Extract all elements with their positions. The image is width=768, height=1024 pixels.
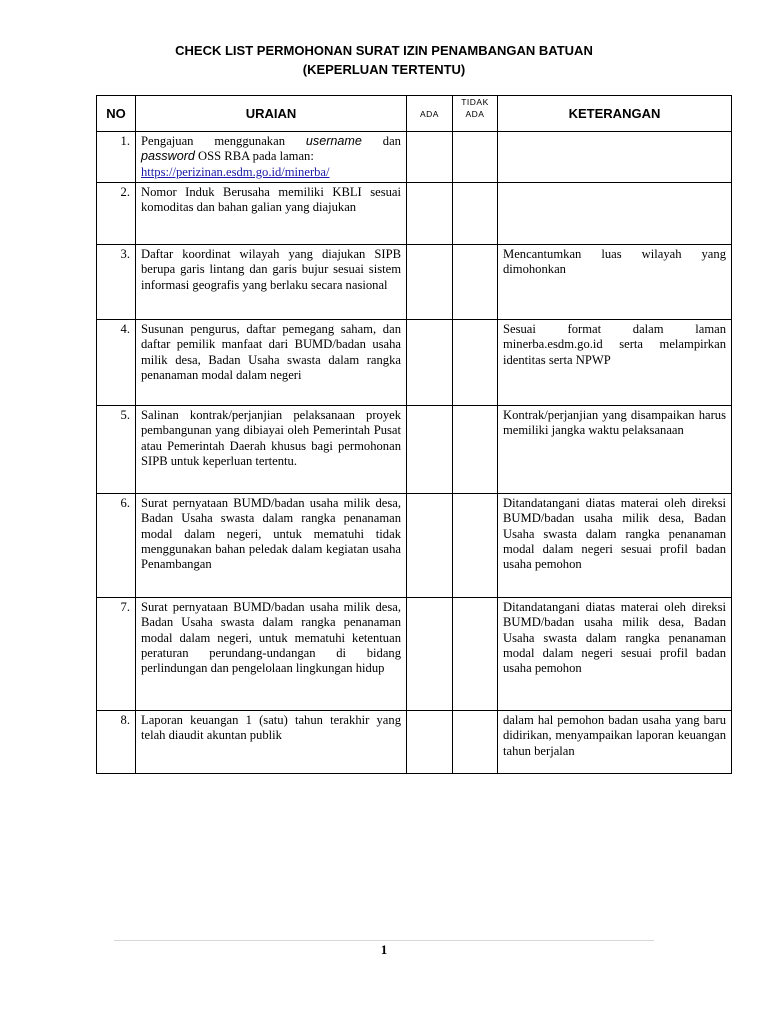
uraian-username: username — [305, 134, 362, 148]
table-row — [97, 320, 732, 406]
header-row — [97, 96, 732, 132]
uraian-text: OSS RBA pada laman: — [194, 149, 314, 164]
row-uraian — [136, 132, 407, 183]
row-uraian: Susunan pengurus, daftar pemegang saham, dan daftar pemilik manfaat dari BUMD/badan usaha milik desa, Badan Usaha swasta dalam rangka penanaman modal dalam negeri — [136, 320, 407, 406]
row-uraian: Surat pernyataan BUMD/badan usaha milik desa, Badan Usaha swasta dalam rangka penanaman modal dalam negeri, untuk mematuhi tidak menggunakan bahan peledak dalam kegiatan usaha Penambangan — [136, 494, 407, 598]
header-uraian: URAIAN — [136, 96, 407, 132]
tidak-ada-checkbox-cell[interactable] — [453, 598, 498, 711]
ada-checkbox-cell[interactable] — [407, 711, 453, 774]
row-uraian: Laporan keuangan 1 (satu) tahun terakhir yang telah diaudit akuntan publik — [136, 711, 407, 774]
ada-checkbox-cell[interactable] — [407, 132, 453, 183]
row-uraian: Daftar koordinat wilayah yang diajukan SIPB berupa garis lintang dan garis bujur sesuai sistem informasi geografis yang berlaku secara nasional — [136, 245, 407, 320]
row-number: 5. — [97, 406, 136, 494]
tidak-ada-checkbox-cell[interactable] — [453, 183, 498, 245]
row-keterangan: Sesuai format dalam laman minerba.esdm.go.id serta melampirkan identitas serta NPWP — [498, 320, 732, 406]
uraian-password: password — [141, 149, 195, 164]
uraian-text: dan — [361, 134, 401, 148]
ada-checkbox-cell[interactable] — [407, 494, 453, 598]
tidak-ada-checkbox-cell[interactable] — [453, 494, 498, 598]
table-row — [97, 245, 732, 320]
table-row — [97, 711, 732, 774]
row-number: 3. — [97, 245, 136, 320]
ada-checkbox-cell[interactable] — [407, 245, 453, 320]
header-ada: ADA — [407, 96, 453, 132]
tidak-ada-checkbox-cell[interactable] — [453, 245, 498, 320]
table-row — [97, 183, 732, 245]
ada-checkbox-cell[interactable] — [407, 406, 453, 494]
row-keterangan: dalam hal pemohon badan usaha yang baru didirikan, menyampaikan laporan keuangan tahun berjalan — [498, 711, 732, 774]
ada-checkbox-cell[interactable] — [407, 183, 453, 245]
header-tidak-ada-line1: TIDAK — [461, 97, 489, 107]
footer-divider — [114, 940, 654, 941]
row-keterangan — [498, 132, 732, 183]
tidak-ada-checkbox-cell[interactable] — [453, 132, 498, 183]
row-number: 2. — [97, 183, 136, 245]
title-line-2: (KEPERLUAN TERTENTU) — [302, 62, 466, 77]
row-keterangan: Ditandatangani diatas materai oleh direksi BUMD/badan usaha milik desa, Badan Usaha swasta dalam rangka penanaman modal dalam negeri sesuai profil badan usaha pemohon — [498, 494, 732, 598]
header-tidak-ada-line2: ADA — [465, 109, 485, 119]
row-uraian: Surat pernyataan BUMD/badan usaha milik desa, Badan Usaha swasta dalam rangka penanaman modal dalam negeri, untuk mematuhi ketentuan peraturan perundang-undangan di bidang perlindungan dan pengelolaan lingkungan hidup — [136, 598, 407, 711]
row-number: 7. — [97, 598, 136, 711]
ada-checkbox-cell[interactable] — [407, 320, 453, 406]
table-row — [97, 598, 732, 711]
row-number: 6. — [97, 494, 136, 598]
row-keterangan — [498, 183, 732, 245]
row-keterangan: Mencantumkan luas wilayah yang dimohonkan — [498, 245, 732, 320]
tidak-ada-checkbox-cell[interactable] — [453, 711, 498, 774]
row-number: 4. — [97, 320, 136, 406]
row-keterangan: Kontrak/perjanjian yang disampaikan harus memiliki jangka waktu pelaksanaan — [498, 406, 732, 494]
header-keterangan: KETERANGAN — [498, 96, 732, 132]
header-tidak-ada — [453, 96, 498, 132]
row-uraian: Nomor Induk Berusaha memiliki KBLI sesuai komoditas dan bahan galian yang diajukan — [136, 183, 407, 245]
tidak-ada-checkbox-cell[interactable] — [453, 320, 498, 406]
uraian-text: Pengajuan menggunakan — [141, 134, 306, 148]
ada-checkbox-cell[interactable] — [407, 598, 453, 711]
document-title — [0, 41, 768, 79]
table-row — [97, 494, 732, 598]
perizinan-link[interactable]: https://perizinan.esdm.go.id/minerba/ — [141, 164, 330, 179]
title-line-1: CHECK LIST PERMOHONAN SURAT IZIN PENAMBANGAN BATUAN — [175, 43, 593, 58]
row-number: 1. — [97, 132, 136, 183]
row-number: 8. — [97, 711, 136, 774]
row-uraian: Salinan kontrak/perjanjian pelaksanaan proyek pembangunan yang dibiayai oleh Pemerintah Pusat atau Pemerintah Daerah khusus bagi permohonan SIPB untuk keperluan tertentu. — [136, 406, 407, 494]
table-row — [97, 406, 732, 494]
page-number: 1 — [380, 942, 388, 957]
header-no: NO — [97, 96, 136, 132]
checklist-table — [96, 95, 732, 774]
table-row — [97, 132, 732, 183]
tidak-ada-checkbox-cell[interactable] — [453, 406, 498, 494]
row-keterangan: Ditandatangani diatas materai oleh direksi BUMD/badan usaha milik desa, Badan Usaha swasta dalam rangka penanaman modal dalam negeri sesuai profil badan usaha pemohon — [498, 598, 732, 711]
